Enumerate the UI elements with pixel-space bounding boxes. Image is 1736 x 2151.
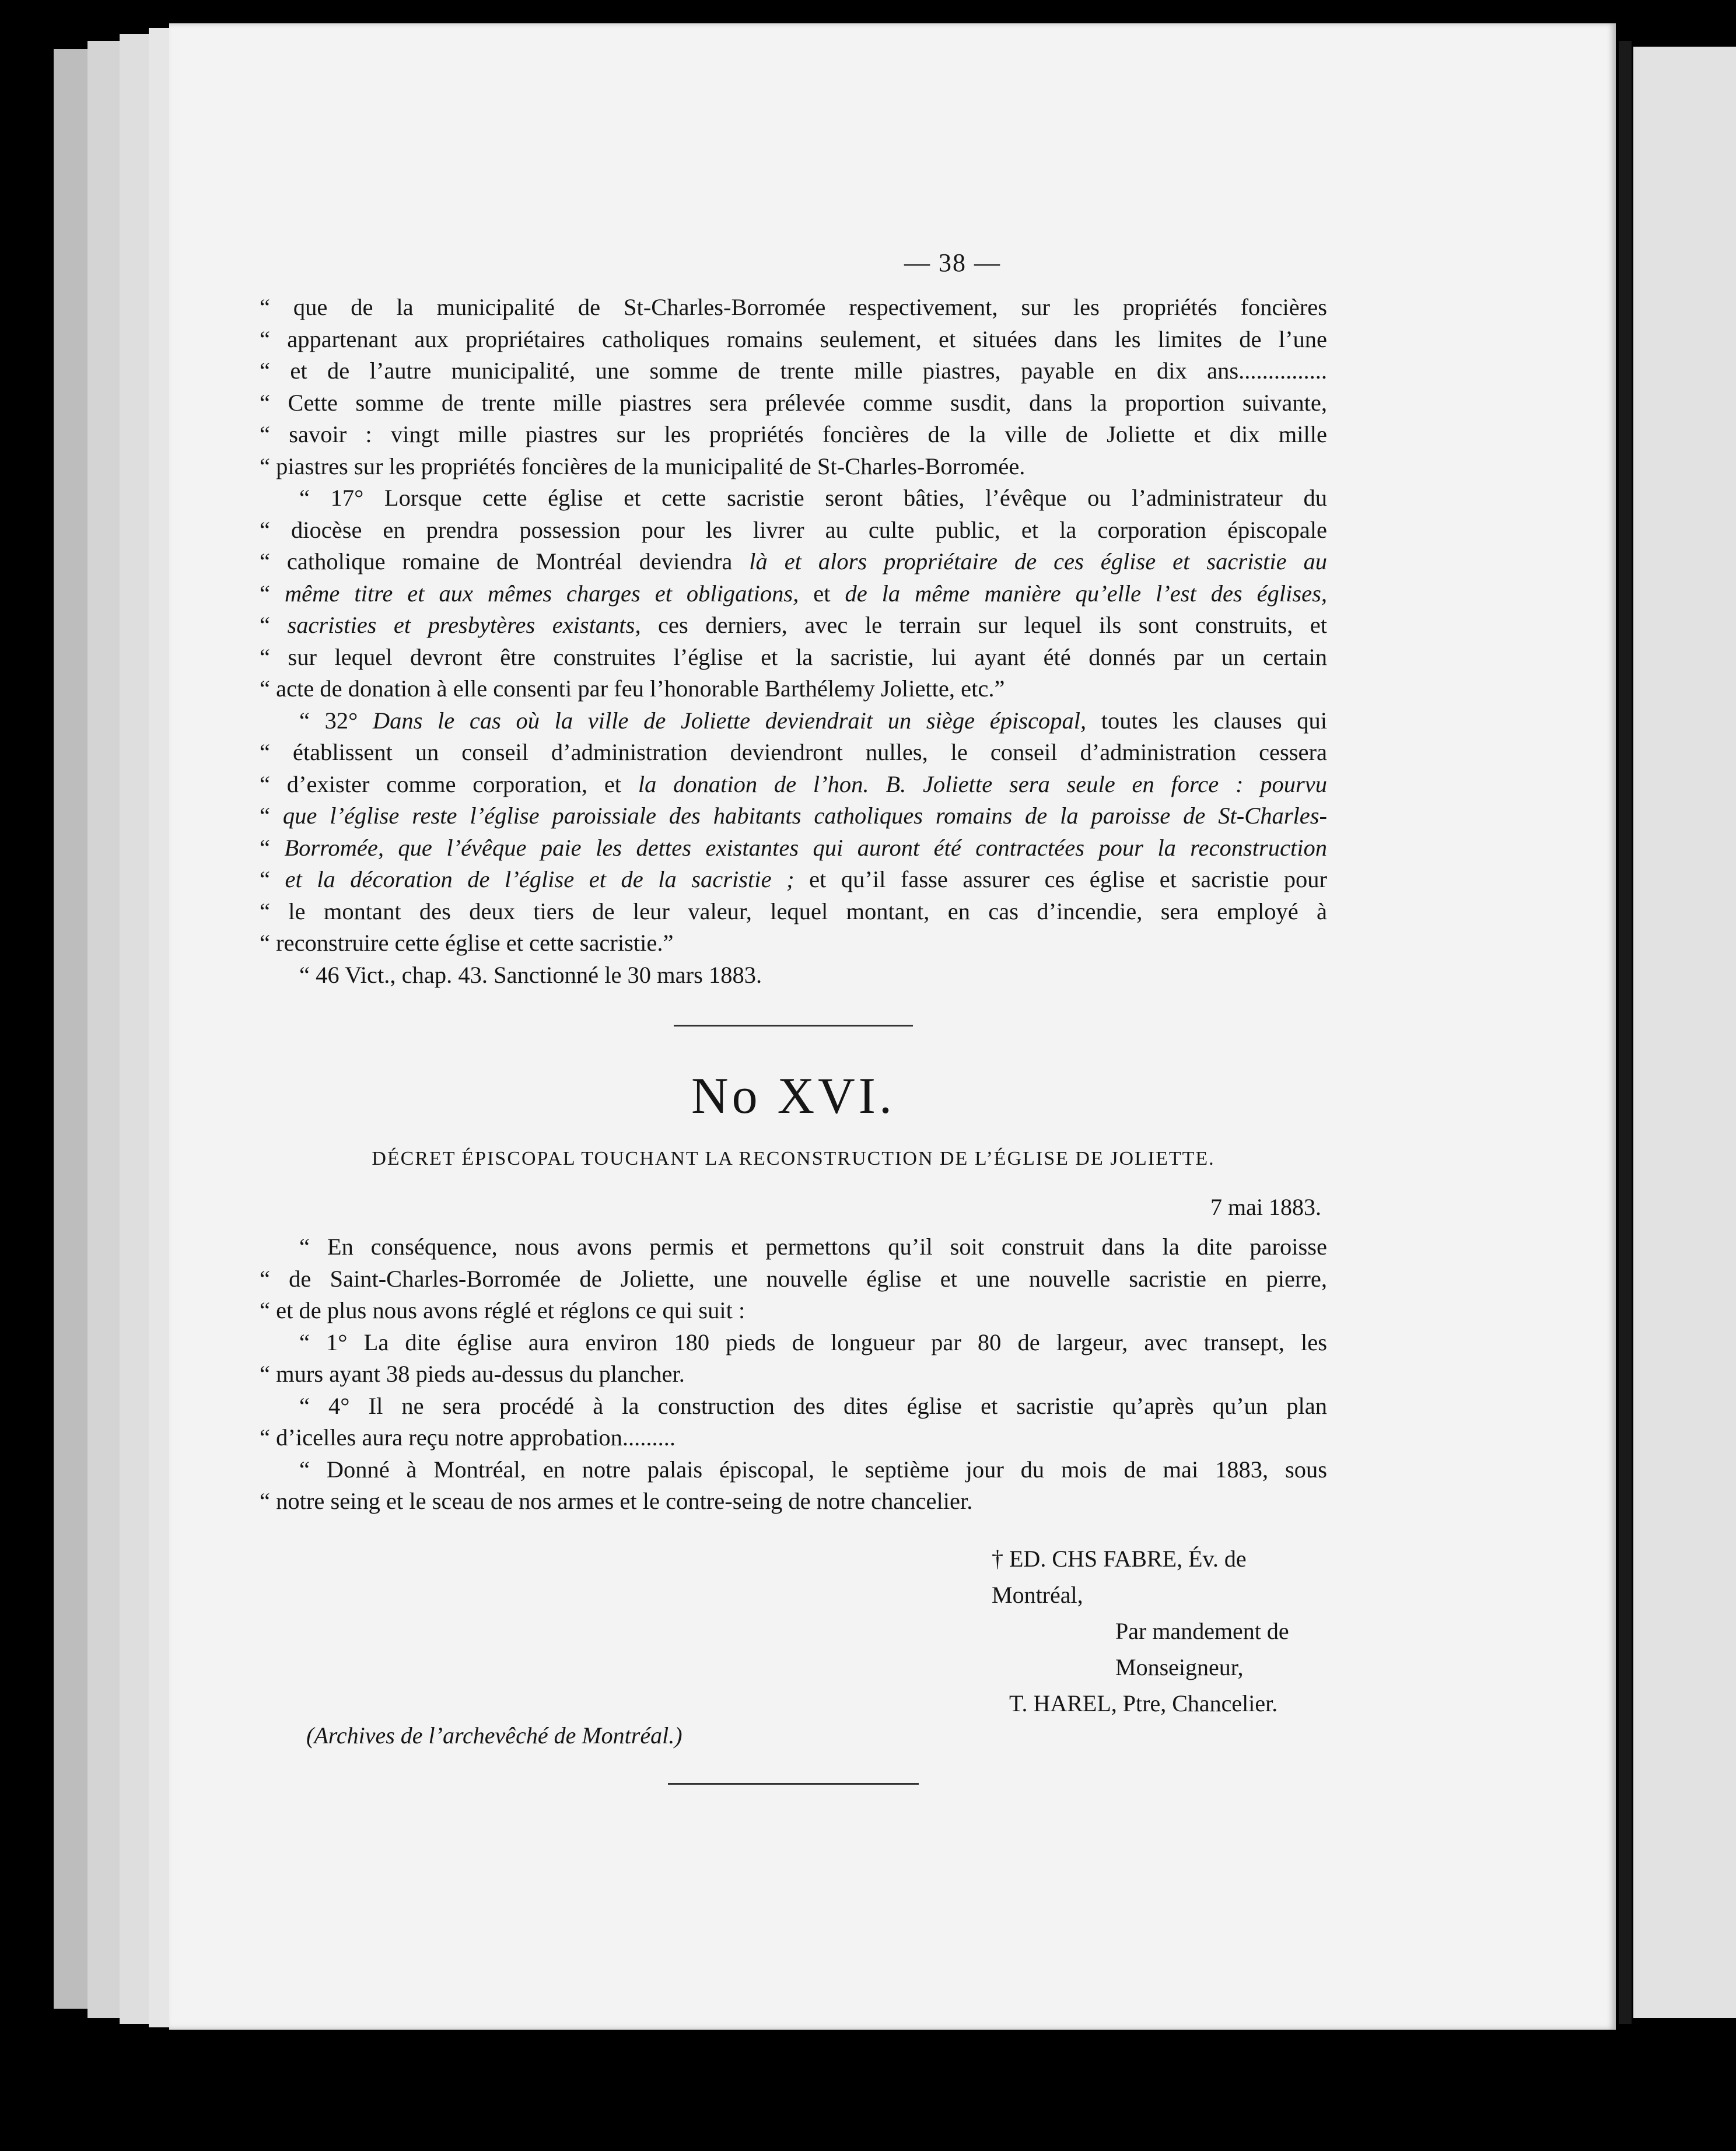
divider bbox=[668, 1783, 919, 1785]
text-line: “ catholique romaine de Montréal deviendra là et alors propriétaire de ces église et sacristie au bbox=[260, 548, 1327, 574]
paragraph-article-17 bbox=[260, 482, 1327, 705]
text-line: “ diocèse en prendra possession pour les livrer au culte public, et la corporation épiscopale bbox=[260, 516, 1327, 543]
text-line: “ d’exister comme corporation, et la donation de l’hon. B. Joliette sera seule en force : pourvu bbox=[260, 770, 1328, 797]
text-line: “ reconstruire cette église et cette sacristie.” bbox=[260, 930, 674, 956]
page-edge bbox=[88, 41, 124, 2018]
text-line: “ Cette somme de trente mille piastres sera prélevée comme susdit, dans la proportion suivante, bbox=[260, 389, 1327, 416]
divider bbox=[674, 1025, 913, 1027]
archives-source: (Archives de l’archevêché de Montréal.) bbox=[306, 1722, 682, 1749]
text-line: “ 4° Il ne sera procédé à la construction des dites église et sacristie qu’après qu’un plan bbox=[299, 1392, 1327, 1419]
text-line: “ En conséquence, nous avons permis et permettons qu’il soit construit dans la dite paroisse bbox=[299, 1234, 1327, 1260]
paragraph-article-32 bbox=[260, 705, 1327, 959]
paragraph-article-4 bbox=[260, 1390, 1327, 1454]
decree-date: 7 mai 1883. bbox=[1210, 1194, 1321, 1220]
text-line: “ murs ayant 38 pieds au-dessus du plancher. bbox=[260, 1361, 685, 1387]
text-line: “ établissent un conseil d’administration deviendront nulles, le conseil d’administration cessera bbox=[260, 739, 1327, 765]
text-line: “ d’icelles aura reçu notre approbation......... bbox=[260, 1424, 676, 1451]
text-line: “ 46 Vict., chap. 43. Sanctionné le 30 mars 1883. bbox=[299, 961, 762, 988]
text-line: “ Borromée, que l’évêque paie les dettes existantes qui auront été contractées pour la reconstruction bbox=[260, 834, 1328, 861]
text-line: “ notre seing et le sceau de nos armes et le contre-seing de notre chancelier. bbox=[260, 1488, 973, 1514]
section-subheading: DÉCRET ÉPISCOPAL TOUCHANT LA RECONSTRUCTION DE L’ÉGLISE DE JOLIETTE. bbox=[372, 1148, 1215, 1169]
signature-bishop: † ED. CHS FABRE, Év. de Montréal, bbox=[992, 1545, 1247, 1608]
text-line: “ sur lequel devront être construites l’église et la sacristie, lui ayant été donnés par un certain bbox=[260, 643, 1327, 670]
book-gutter bbox=[1619, 41, 1632, 2024]
text-line: “ 1° La dite église aura environ 180 pieds de longueur par 80 de largeur, avec transept, les bbox=[299, 1329, 1327, 1355]
text-line: “ savoir : vingt mille piastres sur les propriétés foncières de la ville de Joliette et dix mille bbox=[260, 421, 1327, 447]
text-line: “ et de plus nous avons réglé et réglons ce qui suit : bbox=[260, 1297, 746, 1323]
text-line: “ de Saint-Charles-Borromée de Joliette, une nouvelle église et une nouvelle sacristie en pierre, bbox=[260, 1265, 1327, 1292]
section-heading: No XVI. bbox=[691, 1068, 895, 1124]
page-number: — 38 — bbox=[904, 248, 1001, 277]
text-line: “ que l’église reste l’église paroissiale des habitants catholiques romains de la paroisse de St-Charles- bbox=[260, 803, 1327, 829]
paragraph-decree bbox=[260, 1231, 1327, 1327]
text-line: “ appartenant aux propriétaires catholiques romains seulement, et situées dans les limites de l’une bbox=[260, 325, 1327, 352]
page-content bbox=[260, 222, 1327, 1785]
signature-block bbox=[260, 1541, 1327, 1722]
text-line: “ même titre et aux mêmes charges et obligations, et de la même manière qu’elle l’est des églises, bbox=[260, 580, 1327, 607]
text-line: “ le montant des deux tiers de leur valeur, lequel montant, en cas d’incendie, sera employé à bbox=[260, 898, 1327, 924]
adjacent-page bbox=[1633, 47, 1736, 2018]
citation bbox=[260, 959, 1327, 992]
signature-chancellor: T. HAREL, Ptre, Chancelier. bbox=[1009, 1690, 1278, 1716]
page-edge bbox=[54, 49, 90, 2009]
text-line: “ sacristies et presbytères existants, ces derniers, avec le terrain sur lequel ils sont construits, et bbox=[260, 612, 1327, 638]
signature-mandate: Par mandement de Monseigneur, bbox=[1115, 1617, 1289, 1680]
text-line: “ piastres sur les propriétés foncières de la municipalité de St-Charles-Borromée. bbox=[260, 453, 1026, 479]
text-line: “ que de la municipalité de St-Charles-Borromée respectivement, sur les propriétés foncières bbox=[260, 294, 1327, 320]
paragraph-tax bbox=[260, 292, 1327, 482]
text-line: “ et la décoration de l’église et de la sacristie ; et qu’il fasse assurer ces église et sacristie pour bbox=[260, 866, 1327, 892]
paragraph-given bbox=[260, 1454, 1327, 1518]
text-line: “ acte de donation à elle consenti par feu l’honorable Barthélemy Joliette, etc.” bbox=[260, 675, 1005, 702]
text-line: “ et de l’autre municipalité, une somme de trente mille piastres, payable en dix ans............... bbox=[260, 358, 1327, 384]
text-line: “ 32° Dans le cas où la ville de Joliette deviendrait un siège épiscopal, toutes les clauses qui bbox=[299, 707, 1328, 734]
text-line: “ 17° Lorsque cette église et cette sacristie seront bâties, l’évêque ou l’administrateur du bbox=[299, 485, 1327, 511]
paragraph-article-1 bbox=[260, 1327, 1327, 1390]
text-line: “ Donné à Montréal, en notre palais épiscopal, le septième jour du mois de mai 1883, sous bbox=[299, 1456, 1327, 1483]
